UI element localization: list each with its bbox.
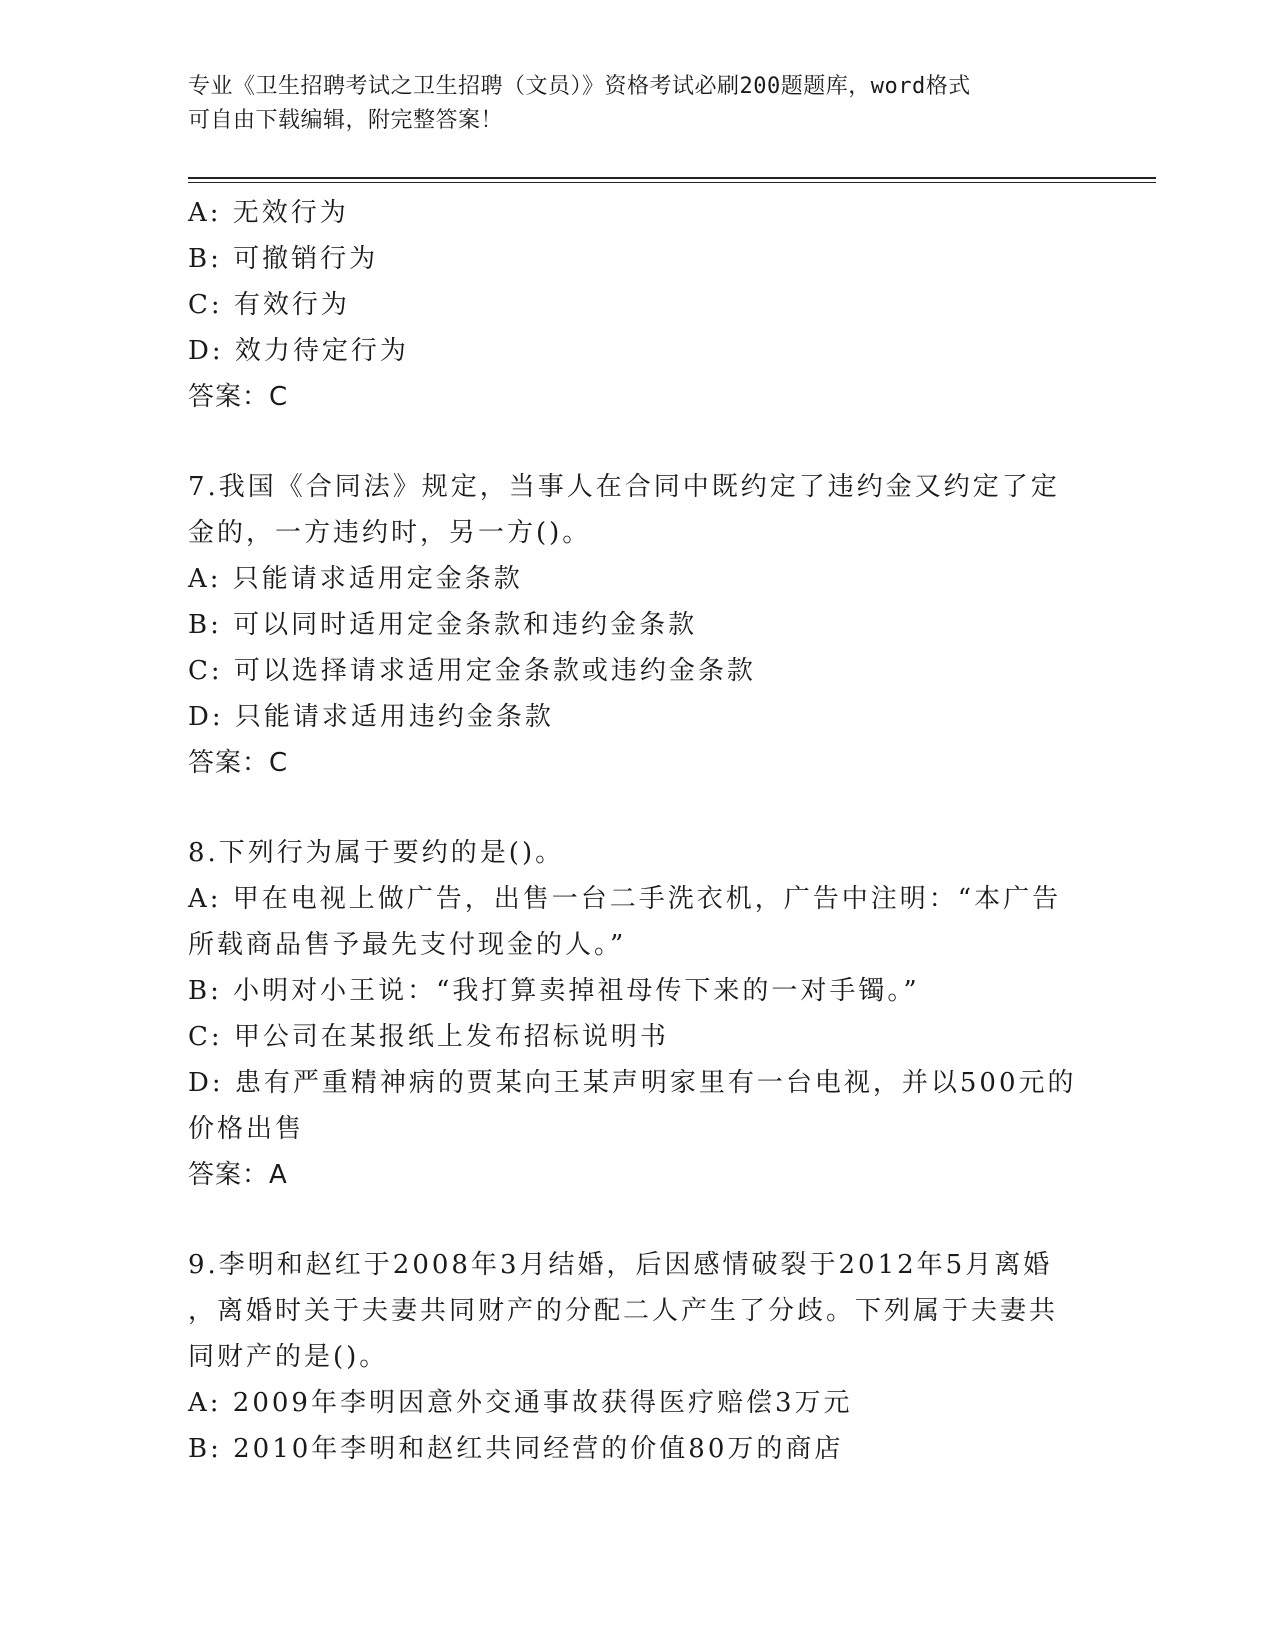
document-header: [188, 70, 1088, 138]
option-d-continued: 价格出售: [188, 1114, 305, 1144]
option-a-continued: 所载商品售予最先支付现金的人。”: [188, 930, 627, 960]
option-c: C: 可以选择请求适用定金条款或违约金条款: [188, 656, 756, 686]
block-spacer: [188, 420, 1088, 464]
document-body: [188, 190, 1088, 1472]
header-rule-thick: [188, 177, 1156, 179]
option-a: A: 甲在电视上做广告，出售一台二手洗衣机，广告中注明：“本广告: [188, 884, 1062, 914]
question-text-continued: 同财产的是()。: [188, 1342, 389, 1372]
question-block-9: [188, 1242, 1088, 1472]
question-block-8: [188, 830, 1088, 1198]
option-b: B: 可撤销行为: [188, 244, 379, 274]
question-block-6: [188, 190, 1088, 420]
header-line-1: 专业《卫生招聘考试之卫生招聘（文员）》资格考试必刷200题题库，word格式: [188, 74, 971, 99]
block-spacer: [188, 786, 1088, 830]
block-spacer: [188, 1198, 1088, 1242]
option-b: B: 2010年李明和赵红共同经营的价值80万的商店: [188, 1434, 844, 1464]
header-line-2: 可自由下载编辑，附完整答案！: [188, 108, 504, 133]
option-d: D: 效力待定行为: [188, 336, 409, 366]
question-text: 7.我国《合同法》规定，当事人在合同中既约定了违约金又约定了定: [188, 472, 1060, 502]
question-text-continued: ，离婚时关于夫妻共同财产的分配二人产生了分歧。下列属于夫妻共: [188, 1296, 1059, 1326]
option-b: B: 小明对小王说：“我打算卖掉祖母传下来的一对手镯。”: [188, 976, 920, 1006]
header-rule-thin: [188, 182, 1156, 183]
option-c: C: 有效行为: [188, 290, 350, 320]
option-a: A: 2009年李明因意外交通事故获得医疗赔偿3万元: [188, 1388, 853, 1418]
question-text: 8.下列行为属于要约的是()。: [188, 838, 565, 868]
answer-line: 答案：C: [188, 748, 289, 778]
answer-line: 答案：A: [188, 1160, 288, 1190]
option-d: D: 患有严重精神病的贾某向王某声明家里有一台电视，并以500元的: [188, 1068, 1077, 1098]
option-b: B: 可以同时适用定金条款和违约金条款: [188, 610, 698, 640]
option-a: A: 只能请求适用定金条款: [188, 564, 523, 594]
option-a: A: 无效行为: [188, 198, 349, 228]
answer-line: 答案：C: [188, 382, 289, 412]
question-block-7: [188, 464, 1088, 786]
question-text: 9.李明和赵红于2008年3月结婚，后因感情破裂于2012年5月离婚: [188, 1250, 1053, 1280]
option-d: D: 只能请求适用违约金条款: [188, 702, 554, 732]
question-text-continued: 金的，一方违约时，另一方()。: [188, 518, 592, 548]
option-c: C: 甲公司在某报纸上发布招标说明书: [188, 1022, 669, 1052]
